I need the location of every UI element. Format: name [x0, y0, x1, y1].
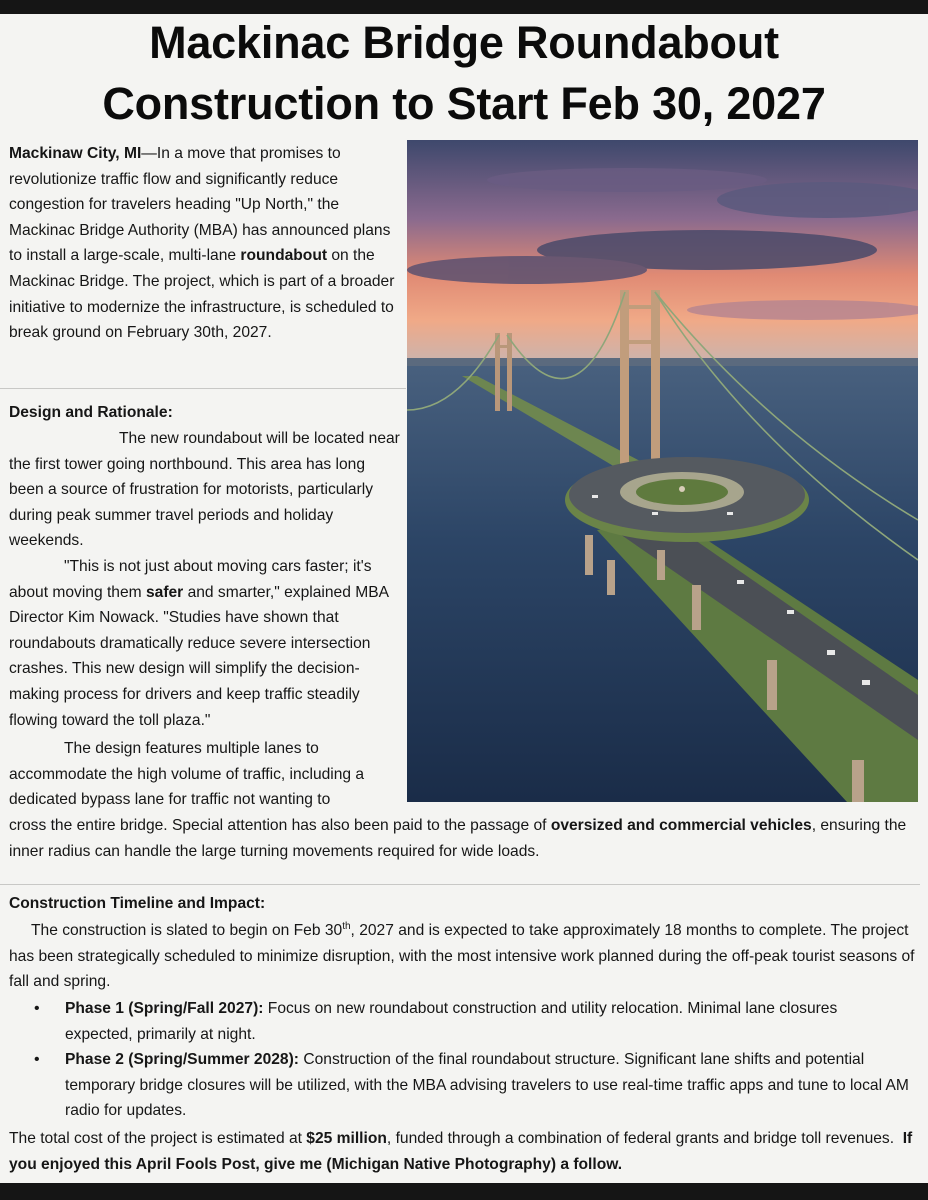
timeline-text-2: , 2027 and is expected to take approximately 18 months to complete. The project has been strategically scheduled to minimize disruption, with the most intensive work planned during the off-peak tourist seasons of fall and spring. [9, 922, 915, 991]
intro-text-1: —In a move that promises to revolutionize traffic flow and significantly reduce congestion for travelers heading "Up North," the Mackinac Bridge Authority (MBA) has announced plans to install a large-scale, multi-lane [9, 145, 391, 265]
design-heading: Design and Rationale: [9, 404, 173, 421]
bridge-roundabout-photo [407, 140, 918, 802]
quote-text-1: "This is not just about moving cars faster; it's about moving them [9, 558, 372, 601]
bullet-icon: • [34, 1000, 40, 1017]
timeline-text-1: The construction is slated to begin on Feb 30 [31, 922, 343, 939]
timeline-heading: Construction Timeline and Impact: [9, 895, 266, 912]
timeline-sup-th: th [342, 920, 351, 932]
cost-text-2: , funded through a combination of federal grants and bridge toll revenues. [386, 1130, 895, 1147]
design-p3-wide-text-2: , ensuring the inner radius can handle the large turning movements required for wide loads. [9, 817, 907, 860]
cost-text-1: The total cost of the project is estimated at [9, 1130, 307, 1147]
april-fools-note: If you enjoyed this April Fools Post, give me (Michigan Native Photography) a follow. [9, 1130, 913, 1173]
intro-text-2: on the Mackinac Bridge. The project, which is part of a broader initiative to modernize the infrastructure, is scheduled to break ground on February 30th, 2027. [9, 247, 395, 342]
phase-1-text: Focus on new roundabout construction and utility relocation. Minimal lane closures expected, primarily at night. [65, 1000, 838, 1043]
list-item [9, 996, 909, 1047]
roundabout-fountain [679, 486, 685, 492]
phase-2-label: Phase 2 (Spring/Summer 2028): [65, 1051, 299, 1069]
intro-paragraph [9, 141, 401, 346]
design-p3-line3: dedicated bypass lane for traffic not wanting to [9, 791, 331, 809]
design-p3-line1: The design features multiple lanes to [64, 740, 319, 757]
quote-text-2: and smarter," explained MBA Director Kim Nowack. "Studies have shown that roundabouts dramatically reduce severe intersection crashes. This new design will simplify the decision-making process for drivers and keep traffic steadily flowing toward the toll plaza." [9, 583, 389, 729]
intro-bold-roundabout: roundabout [240, 247, 328, 265]
bottom-border [0, 1183, 928, 1200]
design-quote-paragraph [9, 554, 401, 733]
phase-1-label: Phase 1 (Spring/Fall 2027): [65, 1000, 264, 1017]
design-paragraph-3-wide [9, 813, 924, 864]
design-bold-oversized: oversized and commercial vehicles [550, 817, 812, 834]
phase-2-text: Construction of the final roundabout structure. Significant lane shifts and potential temporary bridge closures will be utilized, with the MBA advising travelers to use real-time traffic apps and tune to local AM radio for updates. [65, 1051, 909, 1120]
page-title [0, 12, 928, 134]
bullet-icon: • [34, 1051, 40, 1069]
design-p3-line2: accommodate the high volume of traffic, including a [9, 765, 365, 783]
phase-list [9, 996, 909, 1124]
design-p3-wide-text-1: cross the entire bridge. Special attention has also been paid to the passage of [9, 817, 551, 834]
quote-bold-safer: safer [145, 583, 184, 601]
design-text-1: The new roundabout will be located near the first tower going northbound. This area has long been a source of frustration for motorists, particularly during peak summer travel periods and holiday weekends. [9, 430, 400, 550]
design-paragraph-1 [9, 426, 401, 554]
design-paragraph-3-narrow [9, 736, 401, 813]
title-line-2: Construction to Start Feb 30, 2027 [102, 78, 826, 129]
list-item [9, 1047, 909, 1124]
cost-paragraph [9, 1126, 924, 1177]
cost-bold-amount: $25 million [306, 1130, 387, 1147]
title-line-1: Mackinac Bridge Roundabout [149, 17, 779, 68]
divider-1 [0, 388, 406, 389]
dateline: Mackinaw City, MI [9, 145, 142, 162]
divider-2 [0, 884, 920, 885]
timeline-paragraph [9, 918, 924, 995]
